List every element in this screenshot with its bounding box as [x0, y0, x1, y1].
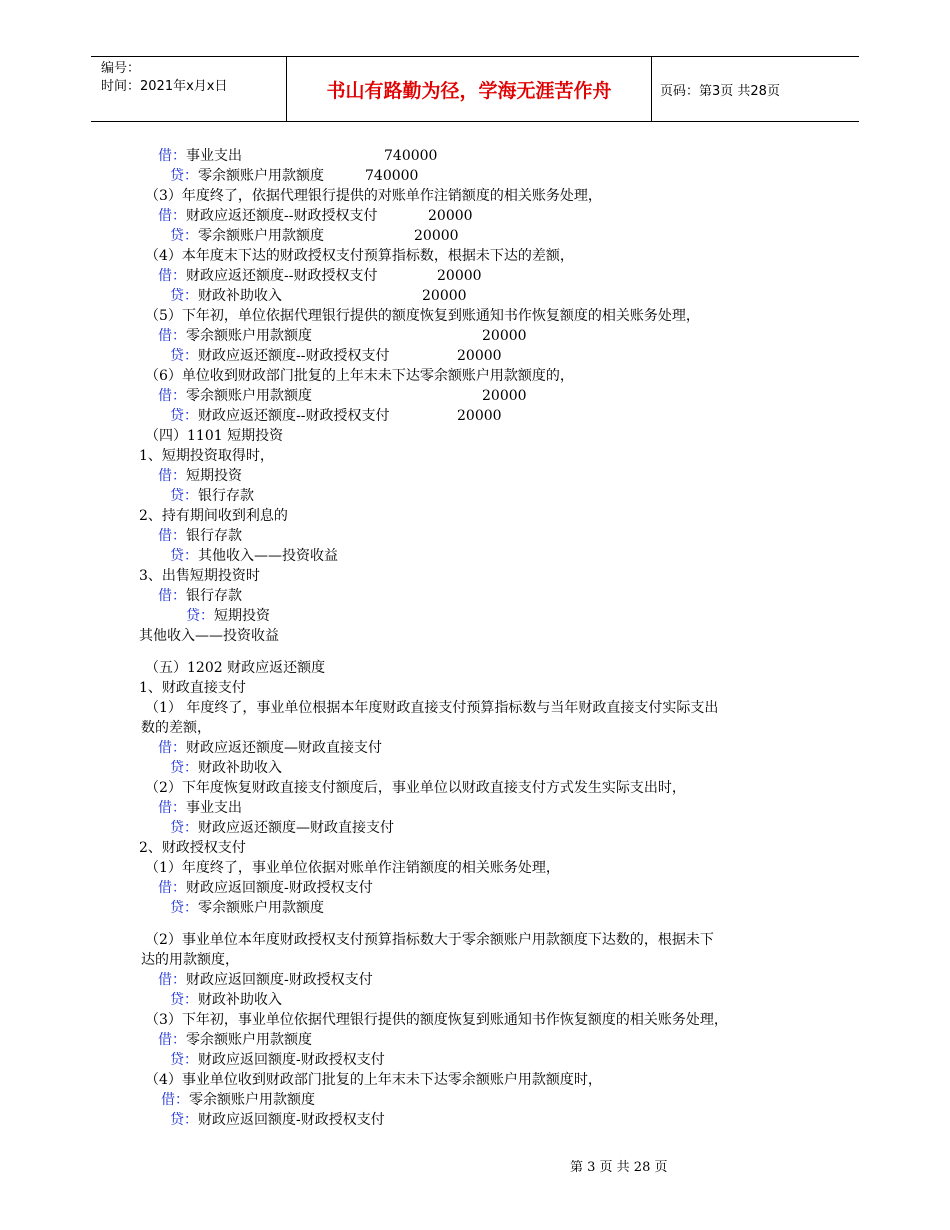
text-line: （3）年度终了，依据代理银行提供的对账单作注销额度的相关账务处理，: [145, 188, 602, 204]
text-line: 借：短期投资: [158, 468, 242, 484]
text-line: 借：零余额账户用款额度: [158, 1032, 312, 1048]
entry-amount: 20000: [414, 228, 459, 244]
text-line: 贷：零余额账户用款额度: [170, 228, 324, 244]
text-line: （4）事业单位收到财政部门批复的上年末未下达零余额账户用款额度时，: [145, 1072, 602, 1088]
text-line: 借：财政应返还额度--财政授权支付: [158, 268, 378, 284]
entry-amount: 740000: [365, 168, 419, 184]
text-line: 贷：财政应返还额度—财政直接支付: [170, 820, 394, 836]
text-line: 借：零余额账户用款额度: [158, 388, 312, 404]
text-line: 数的差额，: [141, 720, 211, 736]
doc-id-label: 编号：: [101, 61, 141, 76]
text-line: （5）下年初，单位依据代理银行提供的额度恢复到账通知书作恢复额度的相关账务处理，: [145, 308, 700, 324]
text-line: 贷：财政补助收入: [170, 288, 282, 304]
text-line: （四）1101 短期投资: [145, 428, 284, 444]
page-footer: 第 3 页 共 28 页: [570, 1160, 668, 1175]
text-line: 1、财政直接支付: [139, 680, 246, 696]
text-line: 借：财政应返回额度-财政授权支付: [158, 972, 373, 988]
text-line: 贷：财政应返还额度--财政授权支付: [170, 408, 390, 424]
text-line: （2）下年度恢复财政直接支付额度后，事业单位以财政直接支付方式发生实际支出时，: [145, 780, 686, 796]
text-line: 借：零余额账户用款额度: [158, 328, 312, 344]
text-line: （6）单位收到财政部门批复的上年末未下达零余额账户用款额度的，: [145, 368, 574, 384]
text-line: 贷：财政补助收入: [170, 992, 282, 1008]
text-line: （1） 年度终了，事业单位根据本年度财政直接支付预算指标数与当年财政直接支付实际支出: [145, 700, 719, 716]
text-line: 借：财政应返回额度-财政授权支付: [158, 880, 373, 896]
text-line: 借：财政应返还额度--财政授权支付: [158, 208, 378, 224]
header-meta: [91, 57, 287, 121]
entry-amount: 20000: [457, 348, 502, 364]
text-line: 借：财政应返还额度—财政直接支付: [158, 740, 382, 756]
entry-amount: 20000: [428, 208, 473, 224]
text-line: 贷：财政补助收入: [170, 760, 282, 776]
text-line: 贷：其他收入——投资收益: [170, 548, 338, 564]
header-page-label: 页码：第3页 共28页: [660, 83, 780, 99]
entry-amount: 740000: [384, 148, 438, 164]
text-line: （4）本年度末下达的财政授权支付预算指标数，根据未下达的差额，: [145, 248, 574, 264]
text-line: 2、持有期间收到利息的: [139, 508, 288, 524]
text-line: 贷：零余额账户用款额度: [170, 900, 324, 916]
text-line: 借：银行存款: [158, 528, 242, 544]
page-header: [91, 56, 859, 122]
entry-amount: 20000: [482, 328, 527, 344]
text-line: 贷：银行存款: [170, 488, 254, 504]
text-line: 贷：财政应返回额度-财政授权支付: [170, 1112, 385, 1128]
text-line: 达的用款额度，: [141, 952, 239, 968]
text-line: （3）下年初，事业单位依据代理银行提供的额度恢复到账通知书作恢复额度的相关账务处理，: [145, 1012, 728, 1028]
text-line: 借：零余额账户用款额度: [161, 1092, 315, 1108]
text-line: 贷：短期投资: [186, 608, 270, 624]
text-line: 借：银行存款: [158, 588, 242, 604]
entry-amount: 20000: [437, 268, 482, 284]
text-line: （2）事业单位本年度财政授权支付预算指标数大于零余额账户用款额度下达数的，根据未下: [145, 932, 714, 948]
entry-amount: 20000: [482, 388, 527, 404]
text-line: 借：事业支出: [158, 800, 242, 816]
text-line: 贷：财政应返回额度-财政授权支付: [170, 1052, 385, 1068]
text-line: 其他收入——投资收益: [139, 628, 279, 644]
text-line: 贷：零余额账户用款额度: [170, 168, 324, 184]
doc-time-label: 时间：2021年x月x日: [101, 79, 228, 94]
text-line: （1）年度终了，事业单位依据对账单作注销额度的相关账务处理，: [145, 860, 560, 876]
text-line: 贷：财政应返还额度--财政授权支付: [170, 348, 390, 364]
entry-amount: 20000: [422, 288, 467, 304]
entry-amount: 20000: [457, 408, 502, 424]
text-line: 3、出售短期投资时: [139, 568, 260, 584]
text-line: 2、财政授权支付: [139, 840, 246, 856]
text-line: 1、短期投资取得时，: [139, 448, 274, 464]
header-motto: 书山有路勤为径，学海无涯苦作舟: [287, 57, 652, 121]
text-line: 借：事业支出: [158, 148, 242, 164]
text-line: （五）1202 财政应返还额度: [145, 660, 326, 676]
